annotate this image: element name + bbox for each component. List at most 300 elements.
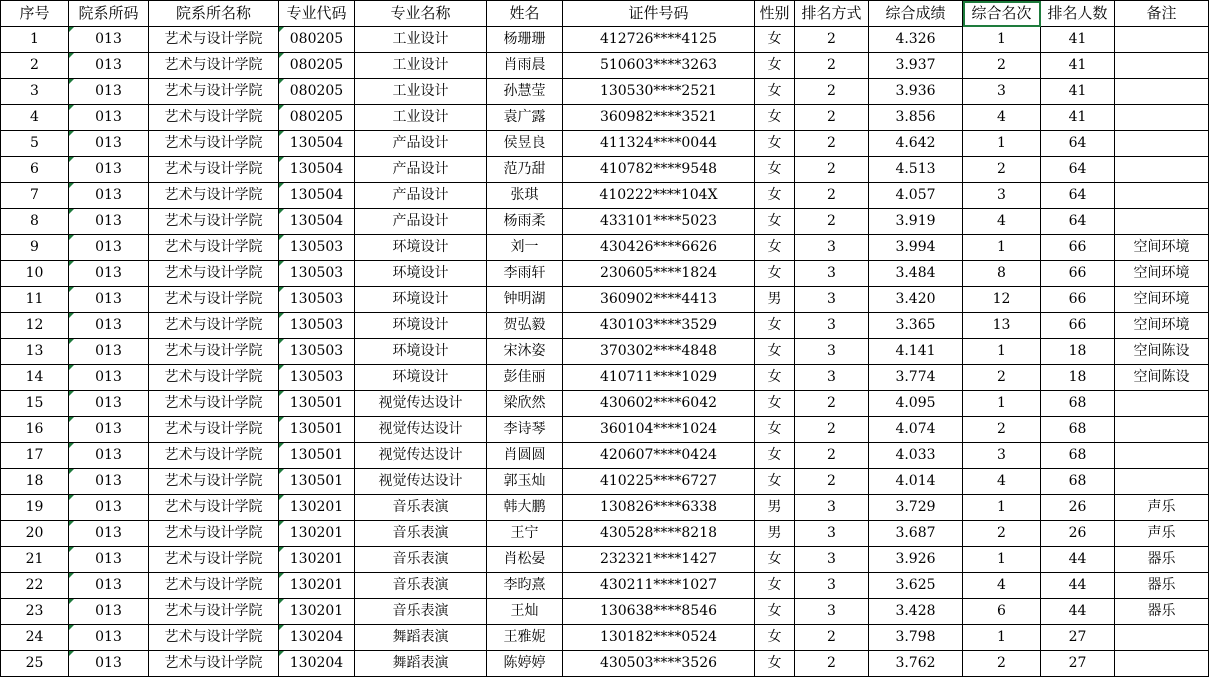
cell-name[interactable]: 袁广露 (487, 105, 563, 131)
cell-gender[interactable]: 女 (755, 157, 795, 183)
cell-dept-code[interactable]: 013 (69, 625, 149, 651)
cell-major-code[interactable]: 130504 (279, 131, 355, 157)
cell-index[interactable]: 13 (1, 339, 69, 365)
cell-dept-code[interactable]: 013 (69, 53, 149, 79)
cell-rank-count[interactable]: 64 (1041, 131, 1115, 157)
cell-rank[interactable]: 1 (963, 235, 1041, 261)
cell-index[interactable]: 24 (1, 625, 69, 651)
cell-id-number[interactable]: 232321****1427 (563, 547, 755, 573)
cell-rank-count[interactable]: 68 (1041, 443, 1115, 469)
cell-dept-name[interactable]: 艺术与设计学院 (149, 651, 279, 677)
cell-gender[interactable]: 女 (755, 209, 795, 235)
cell-score[interactable]: 3.484 (869, 261, 963, 287)
cell-name[interactable]: 王雅妮 (487, 625, 563, 651)
cell-rank-method[interactable]: 3 (795, 235, 869, 261)
cell-rank[interactable]: 8 (963, 261, 1041, 287)
cell-major-code[interactable]: 130501 (279, 469, 355, 495)
cell-name[interactable]: 侯昱良 (487, 131, 563, 157)
cell-rank-method[interactable]: 3 (795, 495, 869, 521)
cell-gender[interactable]: 男 (755, 495, 795, 521)
cell-score[interactable]: 3.919 (869, 209, 963, 235)
cell-rank[interactable]: 1 (963, 547, 1041, 573)
cell-index[interactable]: 4 (1, 105, 69, 131)
cell-dept-name[interactable]: 艺术与设计学院 (149, 625, 279, 651)
cell-dept-code[interactable]: 013 (69, 599, 149, 625)
cell-rank-count[interactable]: 68 (1041, 469, 1115, 495)
cell-rank[interactable]: 6 (963, 599, 1041, 625)
cell-rank-count[interactable]: 66 (1041, 235, 1115, 261)
header-cell-major-code[interactable]: 专业代码 (279, 1, 355, 27)
cell-rank-count[interactable]: 41 (1041, 79, 1115, 105)
cell-gender[interactable]: 女 (755, 339, 795, 365)
cell-notes[interactable] (1115, 183, 1209, 209)
cell-name[interactable]: 肖松晏 (487, 547, 563, 573)
cell-name[interactable]: 李雨轩 (487, 261, 563, 287)
cell-major-name[interactable]: 音乐表演 (355, 573, 487, 599)
cell-name[interactable]: 梁欣然 (487, 391, 563, 417)
cell-dept-code[interactable]: 013 (69, 339, 149, 365)
cell-major-name[interactable]: 视觉传达设计 (355, 391, 487, 417)
cell-rank[interactable]: 1 (963, 625, 1041, 651)
cell-major-code[interactable]: 130503 (279, 313, 355, 339)
cell-dept-name[interactable]: 艺术与设计学院 (149, 131, 279, 157)
cell-rank-count[interactable]: 64 (1041, 209, 1115, 235)
cell-notes[interactable] (1115, 53, 1209, 79)
cell-name[interactable]: 张琪 (487, 183, 563, 209)
cell-dept-name[interactable]: 艺术与设计学院 (149, 521, 279, 547)
cell-index[interactable]: 11 (1, 287, 69, 313)
cell-major-name[interactable]: 产品设计 (355, 131, 487, 157)
cell-gender[interactable]: 女 (755, 391, 795, 417)
cell-rank-count[interactable]: 44 (1041, 547, 1115, 573)
cell-major-code[interactable]: 130504 (279, 209, 355, 235)
cell-dept-name[interactable]: 艺术与设计学院 (149, 599, 279, 625)
cell-id-number[interactable]: 370302****4848 (563, 339, 755, 365)
cell-rank-method[interactable]: 3 (795, 599, 869, 625)
cell-score[interactable]: 4.095 (869, 391, 963, 417)
cell-score[interactable]: 3.762 (869, 651, 963, 677)
cell-id-number[interactable]: 420607****0424 (563, 443, 755, 469)
cell-major-code[interactable]: 130201 (279, 547, 355, 573)
header-cell-dept-name[interactable]: 院系所名称 (149, 1, 279, 27)
cell-score[interactable]: 4.642 (869, 131, 963, 157)
cell-gender[interactable]: 女 (755, 27, 795, 53)
cell-dept-code[interactable]: 013 (69, 183, 149, 209)
cell-rank-method[interactable]: 3 (795, 521, 869, 547)
cell-id-number[interactable]: 430528****8218 (563, 521, 755, 547)
cell-notes[interactable]: 器乐 (1115, 599, 1209, 625)
cell-dept-code[interactable]: 013 (69, 521, 149, 547)
cell-rank-method[interactable]: 2 (795, 209, 869, 235)
cell-name[interactable]: 钟明湖 (487, 287, 563, 313)
cell-major-name[interactable]: 舞蹈表演 (355, 625, 487, 651)
cell-major-code[interactable]: 130504 (279, 183, 355, 209)
cell-rank-count[interactable]: 41 (1041, 27, 1115, 53)
cell-notes[interactable]: 空间陈设 (1115, 365, 1209, 391)
cell-gender[interactable]: 女 (755, 79, 795, 105)
cell-index[interactable]: 20 (1, 521, 69, 547)
cell-major-name[interactable]: 音乐表演 (355, 495, 487, 521)
cell-name[interactable]: 孙慧莹 (487, 79, 563, 105)
cell-index[interactable]: 5 (1, 131, 69, 157)
cell-major-code[interactable]: 130204 (279, 651, 355, 677)
cell-score[interactable]: 4.033 (869, 443, 963, 469)
cell-rank[interactable]: 2 (963, 157, 1041, 183)
cell-notes[interactable]: 声乐 (1115, 521, 1209, 547)
cell-name[interactable]: 陈婷婷 (487, 651, 563, 677)
cell-major-code[interactable]: 130503 (279, 365, 355, 391)
cell-dept-name[interactable]: 艺术与设计学院 (149, 469, 279, 495)
cell-rank[interactable]: 4 (963, 573, 1041, 599)
cell-rank-count[interactable]: 27 (1041, 651, 1115, 677)
cell-rank-method[interactable]: 2 (795, 417, 869, 443)
cell-index[interactable]: 6 (1, 157, 69, 183)
cell-name[interactable]: 李昀熹 (487, 573, 563, 599)
cell-dept-name[interactable]: 艺术与设计学院 (149, 339, 279, 365)
cell-id-number[interactable]: 130638****8546 (563, 599, 755, 625)
cell-gender[interactable]: 女 (755, 53, 795, 79)
cell-rank[interactable]: 4 (963, 209, 1041, 235)
header-cell-notes[interactable]: 备注 (1115, 1, 1209, 27)
cell-major-code[interactable]: 080205 (279, 79, 355, 105)
cell-notes[interactable]: 空间环境 (1115, 261, 1209, 287)
cell-id-number[interactable]: 130826****6338 (563, 495, 755, 521)
cell-notes[interactable] (1115, 417, 1209, 443)
cell-dept-code[interactable]: 013 (69, 365, 149, 391)
cell-dept-code[interactable]: 013 (69, 235, 149, 261)
cell-gender[interactable]: 女 (755, 183, 795, 209)
cell-name[interactable]: 王宁 (487, 521, 563, 547)
cell-dept-name[interactable]: 艺术与设计学院 (149, 495, 279, 521)
cell-rank[interactable]: 3 (963, 443, 1041, 469)
cell-major-code[interactable]: 130201 (279, 521, 355, 547)
cell-dept-code[interactable]: 013 (69, 417, 149, 443)
cell-score[interactable]: 3.365 (869, 313, 963, 339)
cell-index[interactable]: 22 (1, 573, 69, 599)
cell-gender[interactable]: 女 (755, 547, 795, 573)
cell-name[interactable]: 肖圆圆 (487, 443, 563, 469)
cell-major-name[interactable]: 舞蹈表演 (355, 651, 487, 677)
cell-name[interactable]: 宋沐姿 (487, 339, 563, 365)
cell-id-number[interactable]: 410711****1029 (563, 365, 755, 391)
cell-dept-name[interactable]: 艺术与设计学院 (149, 287, 279, 313)
cell-notes[interactable] (1115, 79, 1209, 105)
cell-dept-name[interactable]: 艺术与设计学院 (149, 417, 279, 443)
cell-rank-method[interactable]: 2 (795, 53, 869, 79)
header-cell-major-name[interactable]: 专业名称 (355, 1, 487, 27)
cell-index[interactable]: 16 (1, 417, 69, 443)
cell-rank-count[interactable]: 26 (1041, 521, 1115, 547)
cell-rank-method[interactable]: 3 (795, 287, 869, 313)
cell-major-name[interactable]: 音乐表演 (355, 521, 487, 547)
cell-index[interactable]: 10 (1, 261, 69, 287)
cell-rank-count[interactable]: 44 (1041, 599, 1115, 625)
cell-major-code[interactable]: 130501 (279, 417, 355, 443)
cell-major-code[interactable]: 130501 (279, 391, 355, 417)
cell-rank-count[interactable]: 64 (1041, 183, 1115, 209)
cell-rank-method[interactable]: 3 (795, 365, 869, 391)
cell-name[interactable]: 肖雨晨 (487, 53, 563, 79)
cell-major-name[interactable]: 环境设计 (355, 287, 487, 313)
cell-dept-name[interactable]: 艺术与设计学院 (149, 183, 279, 209)
cell-score[interactable]: 3.798 (869, 625, 963, 651)
cell-notes[interactable]: 器乐 (1115, 573, 1209, 599)
cell-rank[interactable]: 1 (963, 131, 1041, 157)
cell-rank[interactable]: 3 (963, 183, 1041, 209)
cell-notes[interactable] (1115, 469, 1209, 495)
cell-major-code[interactable]: 130504 (279, 157, 355, 183)
cell-notes[interactable]: 空间环境 (1115, 287, 1209, 313)
header-cell-dept-code[interactable]: 院系所码 (69, 1, 149, 27)
cell-major-name[interactable]: 视觉传达设计 (355, 443, 487, 469)
cell-rank[interactable]: 1 (963, 27, 1041, 53)
cell-dept-code[interactable]: 013 (69, 651, 149, 677)
cell-rank-method[interactable]: 2 (795, 157, 869, 183)
cell-major-name[interactable]: 工业设计 (355, 53, 487, 79)
cell-gender[interactable]: 男 (755, 287, 795, 313)
cell-id-number[interactable]: 430211****1027 (563, 573, 755, 599)
cell-gender[interactable]: 女 (755, 469, 795, 495)
cell-rank-count[interactable]: 66 (1041, 287, 1115, 313)
cell-major-name[interactable]: 工业设计 (355, 27, 487, 53)
header-cell-gender[interactable]: 性别 (755, 1, 795, 27)
cell-name[interactable]: 杨珊珊 (487, 27, 563, 53)
cell-major-code[interactable]: 130501 (279, 443, 355, 469)
cell-rank[interactable]: 2 (963, 521, 1041, 547)
cell-rank[interactable]: 2 (963, 53, 1041, 79)
cell-gender[interactable]: 男 (755, 521, 795, 547)
cell-rank-method[interactable]: 3 (795, 261, 869, 287)
cell-notes[interactable] (1115, 209, 1209, 235)
cell-gender[interactable]: 女 (755, 235, 795, 261)
cell-dept-code[interactable]: 013 (69, 391, 149, 417)
cell-id-number[interactable]: 360902****4413 (563, 287, 755, 313)
cell-name[interactable]: 彭佳丽 (487, 365, 563, 391)
cell-rank-count[interactable]: 27 (1041, 625, 1115, 651)
cell-major-name[interactable]: 环境设计 (355, 235, 487, 261)
cell-major-code[interactable]: 130503 (279, 235, 355, 261)
cell-notes[interactable] (1115, 105, 1209, 131)
cell-dept-code[interactable]: 013 (69, 209, 149, 235)
cell-major-code[interactable]: 080205 (279, 53, 355, 79)
cell-rank-count[interactable]: 64 (1041, 157, 1115, 183)
cell-dept-name[interactable]: 艺术与设计学院 (149, 573, 279, 599)
cell-major-name[interactable]: 音乐表演 (355, 547, 487, 573)
cell-rank-method[interactable]: 2 (795, 469, 869, 495)
cell-name[interactable]: 杨雨柔 (487, 209, 563, 235)
cell-gender[interactable]: 女 (755, 365, 795, 391)
cell-dept-code[interactable]: 013 (69, 313, 149, 339)
cell-rank-count[interactable]: 66 (1041, 313, 1115, 339)
cell-notes[interactable] (1115, 131, 1209, 157)
cell-dept-code[interactable]: 013 (69, 131, 149, 157)
cell-major-code[interactable]: 130201 (279, 573, 355, 599)
cell-index[interactable]: 19 (1, 495, 69, 521)
cell-notes[interactable]: 空间环境 (1115, 235, 1209, 261)
cell-id-number[interactable]: 230605****1824 (563, 261, 755, 287)
cell-rank[interactable]: 1 (963, 495, 1041, 521)
cell-rank-method[interactable]: 3 (795, 547, 869, 573)
cell-name[interactable]: 范乃甜 (487, 157, 563, 183)
cell-rank-method[interactable]: 2 (795, 651, 869, 677)
cell-dept-name[interactable]: 艺术与设计学院 (149, 547, 279, 573)
cell-rank-method[interactable]: 3 (795, 339, 869, 365)
cell-name[interactable]: 王灿 (487, 599, 563, 625)
cell-index[interactable]: 7 (1, 183, 69, 209)
cell-index[interactable]: 3 (1, 79, 69, 105)
cell-rank-count[interactable]: 18 (1041, 339, 1115, 365)
cell-major-code[interactable]: 080205 (279, 105, 355, 131)
cell-rank-method[interactable]: 2 (795, 391, 869, 417)
cell-major-name[interactable]: 环境设计 (355, 339, 487, 365)
cell-gender[interactable]: 女 (755, 443, 795, 469)
cell-dept-code[interactable]: 013 (69, 27, 149, 53)
cell-major-code[interactable]: 130503 (279, 287, 355, 313)
cell-rank-method[interactable]: 2 (795, 183, 869, 209)
cell-notes[interactable]: 声乐 (1115, 495, 1209, 521)
cell-score[interactable]: 3.926 (869, 547, 963, 573)
cell-notes[interactable] (1115, 27, 1209, 53)
cell-id-number[interactable]: 412726****4125 (563, 27, 755, 53)
cell-dept-name[interactable]: 艺术与设计学院 (149, 27, 279, 53)
cell-name[interactable]: 郭玉灿 (487, 469, 563, 495)
cell-rank[interactable]: 2 (963, 417, 1041, 443)
cell-rank-count[interactable]: 41 (1041, 105, 1115, 131)
cell-major-name[interactable]: 工业设计 (355, 105, 487, 131)
cell-index[interactable]: 12 (1, 313, 69, 339)
cell-index[interactable]: 8 (1, 209, 69, 235)
header-cell-rank-count[interactable]: 排名人数 (1041, 1, 1115, 27)
cell-major-name[interactable]: 产品设计 (355, 157, 487, 183)
cell-dept-code[interactable]: 013 (69, 443, 149, 469)
cell-rank[interactable]: 2 (963, 651, 1041, 677)
cell-major-name[interactable]: 视觉传达设计 (355, 417, 487, 443)
cell-rank-method[interactable]: 2 (795, 443, 869, 469)
header-cell-score[interactable]: 综合成绩 (869, 1, 963, 27)
cell-dept-code[interactable]: 013 (69, 261, 149, 287)
cell-id-number[interactable]: 360982****3521 (563, 105, 755, 131)
cell-score[interactable]: 3.994 (869, 235, 963, 261)
cell-dept-code[interactable]: 013 (69, 287, 149, 313)
cell-rank-count[interactable]: 18 (1041, 365, 1115, 391)
cell-dept-code[interactable]: 013 (69, 495, 149, 521)
cell-notes[interactable] (1115, 443, 1209, 469)
cell-score[interactable]: 3.774 (869, 365, 963, 391)
cell-major-code[interactable]: 080205 (279, 27, 355, 53)
cell-score[interactable]: 3.856 (869, 105, 963, 131)
cell-index[interactable]: 2 (1, 53, 69, 79)
cell-index[interactable]: 18 (1, 469, 69, 495)
cell-id-number[interactable]: 430503****3526 (563, 651, 755, 677)
cell-dept-code[interactable]: 013 (69, 105, 149, 131)
cell-rank[interactable]: 4 (963, 105, 1041, 131)
cell-dept-code[interactable]: 013 (69, 573, 149, 599)
cell-notes[interactable]: 空间陈设 (1115, 339, 1209, 365)
cell-dept-name[interactable]: 艺术与设计学院 (149, 313, 279, 339)
cell-name[interactable]: 贺弘毅 (487, 313, 563, 339)
cell-rank-method[interactable]: 2 (795, 27, 869, 53)
cell-gender[interactable]: 女 (755, 599, 795, 625)
cell-dept-code[interactable]: 013 (69, 547, 149, 573)
cell-rank-method[interactable]: 2 (795, 105, 869, 131)
cell-notes[interactable] (1115, 391, 1209, 417)
cell-dept-code[interactable]: 013 (69, 157, 149, 183)
cell-gender[interactable]: 女 (755, 625, 795, 651)
cell-rank-count[interactable]: 44 (1041, 573, 1115, 599)
cell-notes[interactable] (1115, 625, 1209, 651)
cell-rank-count[interactable]: 41 (1041, 53, 1115, 79)
cell-rank[interactable]: 13 (963, 313, 1041, 339)
cell-score[interactable]: 3.428 (869, 599, 963, 625)
cell-rank[interactable]: 4 (963, 469, 1041, 495)
cell-id-number[interactable]: 410222****104X (563, 183, 755, 209)
cell-index[interactable]: 1 (1, 27, 69, 53)
cell-id-number[interactable]: 430103****3529 (563, 313, 755, 339)
cell-score[interactable]: 3.420 (869, 287, 963, 313)
cell-rank-method[interactable]: 2 (795, 131, 869, 157)
cell-rank-method[interactable]: 2 (795, 79, 869, 105)
cell-gender[interactable]: 女 (755, 261, 795, 287)
header-cell-name[interactable]: 姓名 (487, 1, 563, 27)
cell-major-name[interactable]: 产品设计 (355, 183, 487, 209)
cell-gender[interactable]: 女 (755, 573, 795, 599)
cell-score[interactable]: 4.074 (869, 417, 963, 443)
cell-major-name[interactable]: 环境设计 (355, 261, 487, 287)
cell-major-code[interactable]: 130201 (279, 495, 355, 521)
cell-score[interactable]: 3.729 (869, 495, 963, 521)
cell-score[interactable]: 4.057 (869, 183, 963, 209)
cell-major-name[interactable]: 产品设计 (355, 209, 487, 235)
cell-major-name[interactable]: 音乐表演 (355, 599, 487, 625)
header-cell-id-number[interactable]: 证件号码 (563, 1, 755, 27)
cell-rank-method[interactable]: 3 (795, 573, 869, 599)
cell-id-number[interactable]: 430426****6626 (563, 235, 755, 261)
cell-index[interactable]: 25 (1, 651, 69, 677)
cell-score[interactable]: 4.141 (869, 339, 963, 365)
cell-score[interactable]: 3.687 (869, 521, 963, 547)
cell-score[interactable]: 3.625 (869, 573, 963, 599)
cell-rank-count[interactable]: 68 (1041, 417, 1115, 443)
cell-major-code[interactable]: 130503 (279, 261, 355, 287)
cell-major-code[interactable]: 130204 (279, 625, 355, 651)
cell-name[interactable]: 韩大鹏 (487, 495, 563, 521)
cell-dept-name[interactable]: 艺术与设计学院 (149, 365, 279, 391)
cell-id-number[interactable]: 433101****5023 (563, 209, 755, 235)
cell-dept-name[interactable]: 艺术与设计学院 (149, 391, 279, 417)
cell-gender[interactable]: 女 (755, 105, 795, 131)
cell-name[interactable]: 刘一 (487, 235, 563, 261)
cell-rank[interactable]: 2 (963, 365, 1041, 391)
cell-major-name[interactable]: 环境设计 (355, 313, 487, 339)
cell-rank-method[interactable]: 2 (795, 625, 869, 651)
cell-dept-name[interactable]: 艺术与设计学院 (149, 53, 279, 79)
cell-rank-count[interactable]: 26 (1041, 495, 1115, 521)
cell-rank-method[interactable]: 3 (795, 313, 869, 339)
cell-dept-name[interactable]: 艺术与设计学院 (149, 79, 279, 105)
cell-major-code[interactable]: 130201 (279, 599, 355, 625)
cell-name[interactable]: 李诗琴 (487, 417, 563, 443)
cell-index[interactable]: 9 (1, 235, 69, 261)
cell-index[interactable]: 23 (1, 599, 69, 625)
cell-index[interactable]: 15 (1, 391, 69, 417)
cell-notes[interactable] (1115, 651, 1209, 677)
cell-major-name[interactable]: 视觉传达设计 (355, 469, 487, 495)
header-cell-rank[interactable]: 综合名次 (963, 1, 1041, 27)
cell-score[interactable]: 4.513 (869, 157, 963, 183)
cell-id-number[interactable]: 410782****9548 (563, 157, 755, 183)
cell-gender[interactable]: 女 (755, 313, 795, 339)
cell-id-number[interactable]: 360104****1024 (563, 417, 755, 443)
